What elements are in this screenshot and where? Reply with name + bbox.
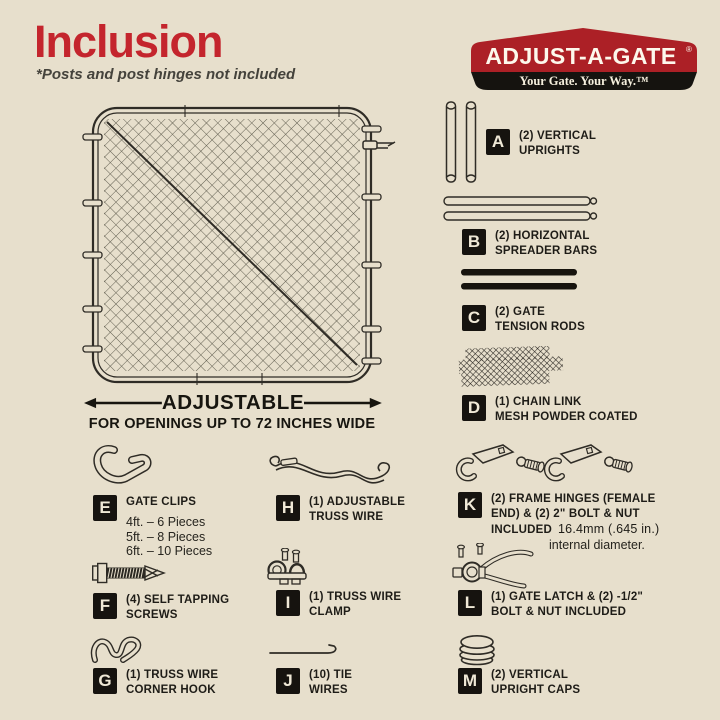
adjustable-label-row bbox=[84, 391, 382, 415]
item-b-badge: B bbox=[462, 229, 486, 255]
item-a-badge: A bbox=[486, 129, 510, 155]
item-d-badge: D bbox=[462, 395, 486, 421]
item-g: G (1) TRUSS WIRE CORNER HOOK bbox=[93, 668, 218, 698]
item-m-badge: M bbox=[458, 668, 482, 694]
openings-label: FOR OPENINGS UP TO 72 INCHES WIDE bbox=[88, 416, 376, 432]
item-k: K (2) FRAME HINGES (FEMALE END) & (2) 2" BOLT & NUT INCLUDED 16.4mm (.645 in.) internal diameter. bbox=[458, 492, 659, 553]
page-subtitle: *Posts and post hinges not included bbox=[36, 66, 296, 83]
corner-hook-icon bbox=[90, 626, 146, 666]
item-f-badge: F bbox=[93, 593, 117, 619]
gate-clip-icon bbox=[92, 443, 156, 491]
item-b: B (2) HORIZONTAL SPREADER BARS bbox=[462, 229, 597, 259]
adjustable-label: ADJUSTABLE bbox=[161, 391, 305, 414]
chain-link-mesh-icon bbox=[458, 346, 570, 388]
logo-brand-text: ADJUST-A-GATE bbox=[485, 43, 677, 69]
frame-hinges-icon bbox=[453, 440, 633, 490]
tension-rods-icon bbox=[460, 268, 580, 292]
vertical-uprights-icon bbox=[445, 99, 479, 185]
gate-illustration bbox=[82, 100, 398, 392]
item-h-badge: H bbox=[276, 495, 300, 521]
logo-registered-mark: ® bbox=[686, 45, 692, 54]
item-g-badge: G bbox=[93, 668, 117, 694]
item-f: F (4) SELF TAPPING SCREWS bbox=[93, 593, 229, 623]
item-i: I (1) TRUSS WIRE CLAMP bbox=[276, 590, 401, 620]
item-e: E GATE CLIPS 4ft. – 6 Pieces 5ft. – 8 Pieces 6ft. – 10 Pieces bbox=[93, 495, 212, 559]
adjust-a-gate-logo bbox=[464, 26, 704, 92]
item-c: C (2) GATE TENSION RODS bbox=[462, 305, 585, 335]
item-l: L (1) GATE LATCH & (2) -1/2" BOLT & NUT INCLUDED bbox=[458, 590, 643, 620]
arrow-right-icon bbox=[304, 396, 382, 410]
arrow-left-icon bbox=[84, 396, 162, 410]
item-j: J (10) TIE WIRES bbox=[276, 668, 352, 698]
item-l-badge: L bbox=[458, 590, 482, 616]
item-i-badge: I bbox=[276, 590, 300, 616]
gate-latch-icon bbox=[452, 543, 536, 589]
gate-latch bbox=[363, 141, 395, 149]
truss-wire-icon bbox=[266, 450, 396, 492]
wire-clamp-icon bbox=[266, 548, 308, 586]
item-c-badge: C bbox=[462, 305, 486, 331]
item-a: A (2) VERTICAL UPRIGHTS bbox=[486, 129, 596, 159]
self-tapping-screw-icon bbox=[92, 561, 166, 585]
logo-tagline: Your Gate. Your Way.™ bbox=[519, 74, 649, 88]
tie-wire-icon bbox=[268, 640, 344, 658]
page-title: Inclusion bbox=[34, 16, 223, 67]
spreader-bars-icon bbox=[443, 196, 599, 223]
upright-cap-icon bbox=[455, 633, 499, 667]
item-d: D (1) CHAIN LINK MESH POWDER COATED bbox=[462, 395, 638, 425]
item-e-badge: E bbox=[93, 495, 117, 521]
item-h: H (1) ADJUSTABLE TRUSS WIRE bbox=[276, 495, 405, 525]
item-k-badge: K bbox=[458, 492, 482, 518]
item-j-badge: J bbox=[276, 668, 300, 694]
item-m: M (2) VERTICAL UPRIGHT CAPS bbox=[458, 668, 580, 698]
